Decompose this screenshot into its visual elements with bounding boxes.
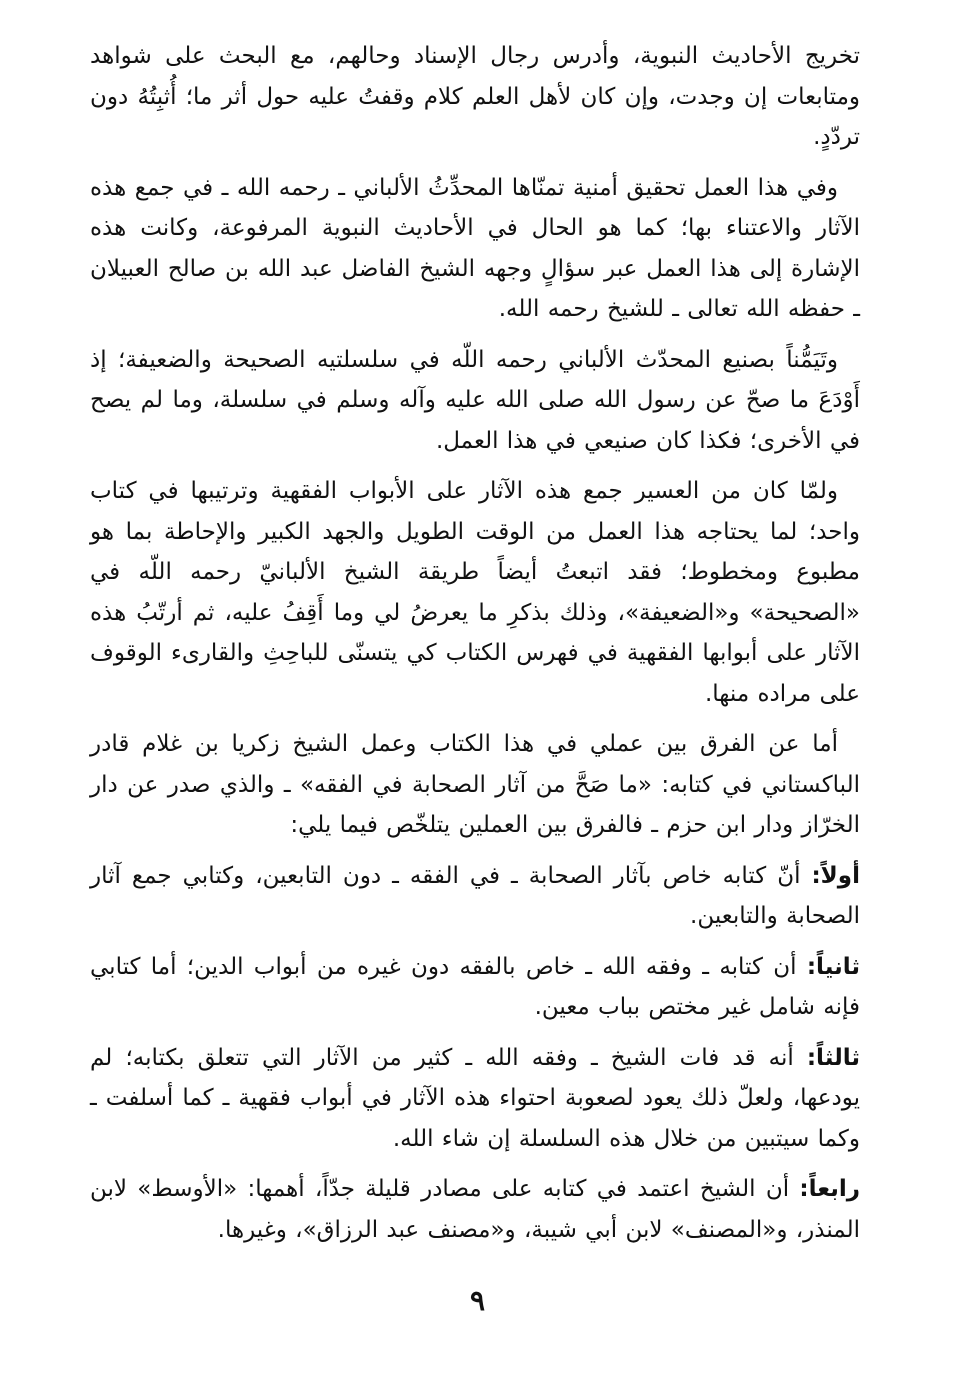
point-second-lead: ثانياً: xyxy=(806,953,860,980)
point-fourth-text: أن الشيخ اعتمد في كتابه على مصادر قليلة جدّاً، أهمها: «الأوسط» لابن المنذر، و«المصنف» لابن أبي شيبة، و«مصنف عبد الرزاق»، وغيرها. xyxy=(90,1176,860,1243)
point-first xyxy=(90,856,860,937)
point-first-text: أنّ كتابه خاص بآثار الصحابة ـ في الفقه ـ دون التابعين، وكتابي جمع آثار الصحابة والتابعين. xyxy=(90,862,860,929)
point-second-text: أن كتابه ـ وفقه الله ـ خاص بالفقه دون غيره من أبواب الدين؛ أما كتابي فإنه شامل غير مختص بباب معين. xyxy=(90,953,860,1020)
point-fourth xyxy=(90,1169,860,1250)
paragraph-albani-method: وتَيَمُّناً بصنيع المحدّث الألباني رحمه اللّه في سلسلتيه الصحيحة والضعيفة؛ إذ أَوْدَعَ ما صحّ عن رسول الله صلى الله عليه وآله وسلم في سلسلة، وما لم يصح في الأخرى؛ فكذا كان صنيعي في هذا العمل. xyxy=(90,346,860,454)
point-third xyxy=(90,1038,860,1160)
paragraph-intro-continuation: تخريج الأحاديث النبوية، وأدرس رجال الإسناد وحالهم، مع البحث على شواهد ومتابعات إن وجدت، وإن كان لأهل العلم كلام وقفتُ عليه حول أثر ما؛ أُثبِتُهُ دون تردّدٍ. xyxy=(90,43,860,150)
point-second xyxy=(90,947,860,1028)
point-first-lead: أولاً: xyxy=(811,862,860,889)
paragraph-arrangement: ولمّا كان من العسير جمع هذه الآثار على الأبواب الفقهية وترتيبها في كتاب واحد؛ لما يحتاجه هذا العمل من الوقت الطويل والجهد الكبير والإحاطة بما هو مطبوع ومخطوط؛ فقد اتبعتُ أيضاً طريقة الشيخ الألبانيّ رحمه اللّه في «الصحيحة» و«الضعيفة»، وذلك بذكرِ ما يعرضُ لي وما أَقِفُ عليه، ثم أرتّبُ هذه الآثار على أبوابها الفقهية في فهرس الكتاب كي يتسنّى للباحِثِ والقارىء الوقوف على مراده منها. xyxy=(90,478,860,707)
point-third-lead: ثالثاً: xyxy=(806,1044,860,1071)
page-number: ٩ xyxy=(469,1284,486,1317)
point-third-text: أنه قد فات الشيخ ـ وفقه الله ـ كثير من الآثار التي تتعلق بكتابه؛ لم يودعها، ولعلّ ذلك يعود لصعوبة احتواء هذه الآثار في أبواب فقهية ـ كما أسلفت ـ وكما سيتبين من خلال هذه السلسلة إن شاء الله. xyxy=(90,1044,860,1152)
paragraph-difference-intro: أما عن الفرق بين عملي في هذا الكتاب وعمل الشيخ زكريا بن غلام قادر الباكستاني في كتابه: «ما صَحَّ من آثار الصحابة في الفقه» ـ والذي صدر عن دار الخرّاز ودار ابن حزم ـ فالفرق بين العملين يتلخّص فيما يلي: xyxy=(90,731,860,838)
page-body xyxy=(90,36,860,1286)
point-fourth-lead: رابعاً: xyxy=(799,1176,860,1202)
paragraph-albani-wish: وفي هذا العمل تحقيق أمنية تمنّاها المحدِّثُ الألباني ـ رحمه الله ـ في جمع هذه الآثار والاعتناء بها؛ كما هو الحال في الأحاديث النبوية المرفوعة، وكانت هذه الإشارة إلى هذا العمل عبر سؤالٍ وجهه الشيخ الفاضل عبد الله بن صالح العبيلان ـ حفظه الله تعالى ـ للشيخ رحمه الله. xyxy=(90,174,860,322)
